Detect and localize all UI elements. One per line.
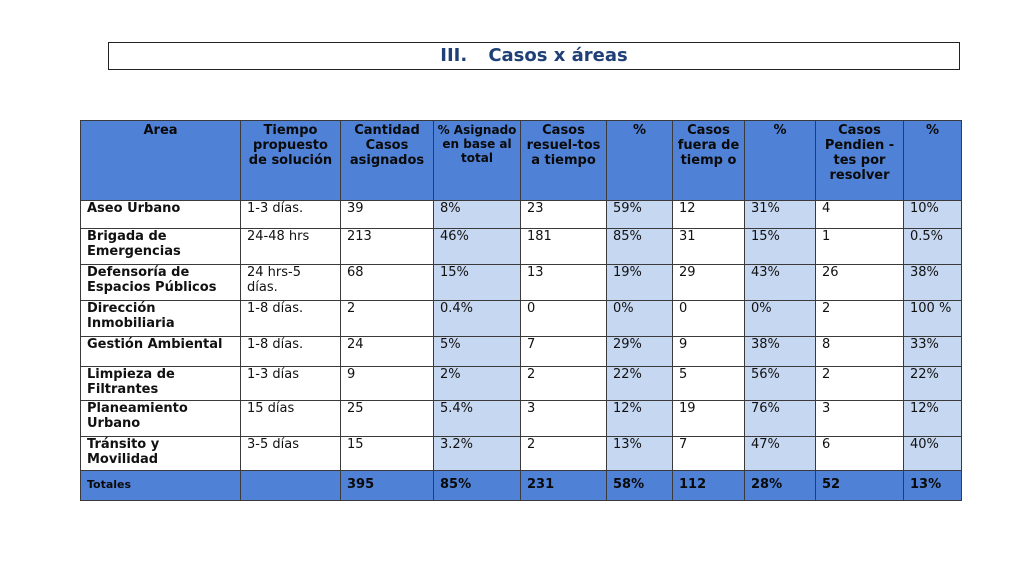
value-cell: 31: [673, 229, 745, 265]
value-cell: 19%: [607, 265, 673, 301]
value-cell: 0: [521, 301, 607, 337]
area-cell: Gestión Ambiental: [81, 337, 241, 367]
totals-cell: [241, 471, 341, 501]
table-body: [81, 201, 962, 471]
value-cell: 38%: [745, 337, 816, 367]
value-cell: 15 días: [241, 401, 341, 437]
value-cell: 38%: [904, 265, 962, 301]
section-title-box: [108, 42, 960, 70]
value-cell: 22%: [904, 367, 962, 401]
value-cell: 2: [816, 301, 904, 337]
area-cell: Tránsito y Movilidad: [81, 437, 241, 471]
value-cell: 3-5 días: [241, 437, 341, 471]
totals-cell: 85%: [434, 471, 521, 501]
value-cell: 8%: [434, 201, 521, 229]
totals-cell: 112: [673, 471, 745, 501]
value-cell: 12%: [904, 401, 962, 437]
value-cell: 0.5%: [904, 229, 962, 265]
value-cell: 43%: [745, 265, 816, 301]
totals-cell: 231: [521, 471, 607, 501]
value-cell: 181: [521, 229, 607, 265]
value-cell: 31%: [745, 201, 816, 229]
value-cell: 5: [673, 367, 745, 401]
totals-cell: 395: [341, 471, 434, 501]
value-cell: 1-8 días.: [241, 301, 341, 337]
value-cell: 1: [816, 229, 904, 265]
value-cell: 85%: [607, 229, 673, 265]
section-title: Casos x áreas: [488, 45, 628, 66]
value-cell: 13%: [607, 437, 673, 471]
value-cell: 2: [521, 437, 607, 471]
value-cell: 1-3 días: [241, 367, 341, 401]
value-cell: 26: [816, 265, 904, 301]
value-cell: 68: [341, 265, 434, 301]
section-number: III.: [440, 45, 468, 66]
area-cell: Dirección Inmobiliaria: [81, 301, 241, 337]
value-cell: 12: [673, 201, 745, 229]
value-cell: 39: [341, 201, 434, 229]
table-row: [81, 437, 962, 471]
value-cell: 3: [521, 401, 607, 437]
value-cell: 8: [816, 337, 904, 367]
col-header: %: [745, 121, 816, 201]
value-cell: 0.4%: [434, 301, 521, 337]
col-header: %: [904, 121, 962, 201]
value-cell: 22%: [607, 367, 673, 401]
table-row: [81, 265, 962, 301]
area-cell: Aseo Urbano: [81, 201, 241, 229]
value-cell: 12%: [607, 401, 673, 437]
area-cell: Limpieza de Filtrantes: [81, 367, 241, 401]
value-cell: 213: [341, 229, 434, 265]
value-cell: 29: [673, 265, 745, 301]
table-row: [81, 201, 962, 229]
value-cell: 23: [521, 201, 607, 229]
table-row: [81, 401, 962, 437]
area-cell: Defensoría de Espacios Públicos: [81, 265, 241, 301]
table-row: [81, 229, 962, 265]
value-cell: 3: [816, 401, 904, 437]
value-cell: 0%: [745, 301, 816, 337]
value-cell: 2: [521, 367, 607, 401]
value-cell: 6: [816, 437, 904, 471]
totals-row: [81, 471, 962, 501]
header-row: [81, 121, 962, 201]
value-cell: 24-48 hrs: [241, 229, 341, 265]
value-cell: 15%: [745, 229, 816, 265]
value-cell: 15%: [434, 265, 521, 301]
table-row: [81, 367, 962, 401]
value-cell: 4: [816, 201, 904, 229]
value-cell: 59%: [607, 201, 673, 229]
value-cell: 0%: [607, 301, 673, 337]
value-cell: 46%: [434, 229, 521, 265]
value-cell: 25: [341, 401, 434, 437]
value-cell: 100 %: [904, 301, 962, 337]
value-cell: 56%: [745, 367, 816, 401]
value-cell: 76%: [745, 401, 816, 437]
value-cell: 2%: [434, 367, 521, 401]
value-cell: 40%: [904, 437, 962, 471]
col-header: %: [607, 121, 673, 201]
totals-label: Totales: [81, 471, 241, 501]
value-cell: 5%: [434, 337, 521, 367]
col-header: Tiempo propuesto de solución: [241, 121, 341, 201]
value-cell: 24: [341, 337, 434, 367]
totals-cell: 52: [816, 471, 904, 501]
value-cell: 2: [341, 301, 434, 337]
value-cell: 47%: [745, 437, 816, 471]
col-header: Casos resuel-tos a tiempo: [521, 121, 607, 201]
totals-cell: 28%: [745, 471, 816, 501]
value-cell: 9: [341, 367, 434, 401]
cases-by-area-table: [80, 120, 962, 501]
value-cell: 33%: [904, 337, 962, 367]
value-cell: 7: [673, 437, 745, 471]
value-cell: 1-3 días.: [241, 201, 341, 229]
table-row: [81, 337, 962, 367]
area-cell: Planeamiento Urbano: [81, 401, 241, 437]
value-cell: 5.4%: [434, 401, 521, 437]
area-cell: Brigada de Emergencias: [81, 229, 241, 265]
col-header: Casos Pendien -tes por resolver: [816, 121, 904, 201]
value-cell: 29%: [607, 337, 673, 367]
value-cell: 13: [521, 265, 607, 301]
value-cell: 15: [341, 437, 434, 471]
col-header: Area: [81, 121, 241, 201]
value-cell: 3.2%: [434, 437, 521, 471]
table-row: [81, 301, 962, 337]
totals-cell: 58%: [607, 471, 673, 501]
value-cell: 9: [673, 337, 745, 367]
value-cell: 7: [521, 337, 607, 367]
col-header: Cantidad Casos asignados: [341, 121, 434, 201]
value-cell: 0: [673, 301, 745, 337]
value-cell: 10%: [904, 201, 962, 229]
col-header: Casos fuera de tiemp o: [673, 121, 745, 201]
value-cell: 19: [673, 401, 745, 437]
totals-cell: 13%: [904, 471, 962, 501]
value-cell: 1-8 días.: [241, 337, 341, 367]
value-cell: 2: [816, 367, 904, 401]
value-cell: 24 hrs-5 días.: [241, 265, 341, 301]
col-header: % Asignado en base al total: [434, 121, 521, 201]
